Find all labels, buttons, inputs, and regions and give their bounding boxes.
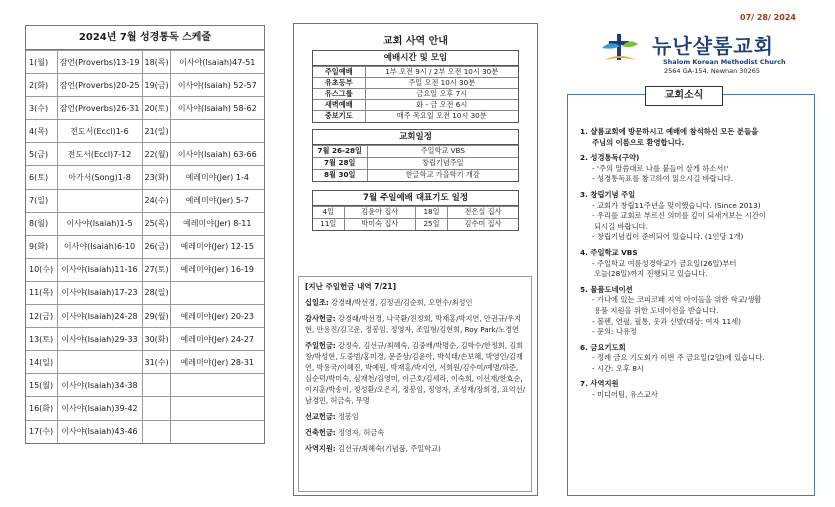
- news-line: - 창립기념컵이 준비되어 있습니다. (1인당 1개): [592, 232, 744, 242]
- prayer-person: 김수미 집사: [448, 218, 518, 230]
- schedule-day: 24(수): [142, 189, 170, 212]
- news-heading: 6. 금요기도회: [580, 342, 626, 352]
- event-date: 8월 30일: [313, 169, 367, 181]
- prayer-schedule-title: 7월 주일예배 대표기도 일정: [313, 191, 518, 206]
- news-line: 되시길 바랍니다.: [594, 221, 648, 231]
- schedule-day: 26(금): [142, 235, 170, 258]
- offering-names: 김선규/최혜숙(기념품, 주일학교): [337, 444, 441, 453]
- news-line: - 주일학교 여름성경학교가 금요일(26일)부터: [592, 258, 737, 268]
- schedule-reading: 예레미야(Jer) 24-27: [170, 328, 264, 351]
- schedule-reading: 잠언(Proverbs)26-31: [57, 97, 142, 120]
- schedule-reading: 이사야(Isaiah)6-10: [57, 235, 142, 258]
- event-date: 7월 26-28일: [313, 145, 367, 157]
- worship-times-box: [312, 50, 519, 123]
- schedule-reading: 이사야(Isaiah)24-28: [57, 305, 142, 328]
- worship-time: 화 - 금 오전 6시: [365, 100, 518, 111]
- worship-name: 중보기도: [313, 111, 365, 122]
- offering-names: 강정숙, 김선규/최혜숙, 김중배/박명순, 김학수/한정희, 김희창/박성현, 도중범/홍미경, 문준상/김윤아, 박석태/손보혜, 박영인/김재연, 박용국/이혜진, 박예원, 박재홍/박지연, 서희원/김수미/예명/하준, 심순덕/박미숙, 심재천/김영미, 이근호/김세라, 이숙희, 이선재/한효순, 이지훈/박송이, 정성환/오은지, 정봉임, 정영자, 조성재/장희경, 표억선/남경민, 허금숙, 무명: [305, 341, 526, 405]
- event-date: 7월 28일: [313, 157, 367, 169]
- schedule-reading: 이사야(Isaiah)39-42: [57, 397, 142, 420]
- schedule-row: [26, 97, 264, 120]
- schedule-reading: [170, 397, 264, 420]
- schedule-reading: 이사야(Isaiah)29-33: [57, 328, 142, 351]
- schedule-row: [26, 212, 264, 235]
- schedule-reading: 예레미야(Jer) 16-19: [170, 258, 264, 281]
- news-line: - 정례 금요 기도회가 이번 주 금요일(2일)에 있습니다.: [592, 353, 765, 363]
- church-ministry-panel: [293, 23, 538, 496]
- worship-times-title: 예배시간 및 모임: [313, 51, 518, 66]
- schedule-row: [26, 305, 264, 328]
- worship-name: 주일예배: [313, 67, 365, 78]
- event-row: [313, 169, 518, 181]
- schedule-day: 14(일): [26, 351, 57, 374]
- schedule-reading: 이사야(Isaiah) 63-66: [170, 143, 264, 166]
- schedule-day: 5(금): [26, 143, 57, 166]
- news-heading: 3. 창립기념 주일: [580, 189, 636, 199]
- prayer-row: [313, 207, 518, 219]
- schedule-day: 27(토): [142, 258, 170, 281]
- offering-names: 정봉임: [337, 412, 359, 421]
- schedule-day: 28(일): [142, 281, 170, 304]
- news-line: 주님의 이름으로 환영합니다.: [592, 137, 685, 147]
- schedule-reading: 이사야(Isaiah)43-46: [57, 420, 142, 443]
- news-line: - 교회가 창립11주년을 맞이했습니다. (Since 2013): [592, 200, 761, 210]
- offering-label: 사역지원:: [305, 444, 336, 453]
- offering-label: 감사헌금:: [305, 314, 336, 323]
- schedule-day: [142, 374, 170, 397]
- schedule-day: [142, 420, 170, 443]
- schedule-day: 12(금): [26, 305, 57, 328]
- offering-names: 정영자, 허금숙: [337, 428, 385, 437]
- church-news-panel: [567, 94, 815, 496]
- schedule-day: 25(목): [142, 212, 170, 235]
- schedule-reading: 이사야(Isaiah)11-16: [57, 258, 142, 281]
- news-line: - 미디어팀, 유스교사: [592, 390, 658, 400]
- schedule-row: [26, 143, 264, 166]
- schedule-reading: 예레미야(Jer) 8-11: [170, 212, 264, 235]
- schedule-reading: 예레미야(Jer) 12-15: [170, 235, 264, 258]
- schedule-row: [26, 258, 264, 281]
- offering-group: [305, 297, 525, 308]
- offering-label: 선교헌금:: [305, 412, 336, 421]
- schedule-day: 4(목): [26, 120, 57, 143]
- worship-row: [313, 100, 518, 111]
- offering-group: [305, 313, 525, 335]
- schedule-reading: 잠언(Proverbs)13-19: [57, 51, 142, 74]
- schedule-reading: [57, 189, 142, 212]
- schedule-row: [26, 166, 264, 189]
- worship-time: 1부 오전 9시 / 2부 오전 10시 30분: [365, 67, 518, 78]
- event-row: [313, 157, 518, 169]
- offering-names: 강경래/박선경, 김정권/김순희, 오면수/최성인: [331, 298, 473, 307]
- schedule-reading: 예레미야(Jer) 28-31: [170, 351, 264, 374]
- bulletin-date: 07/ 28/ 2024: [740, 13, 796, 22]
- news-line: - '주의 말씀대로 나를 붙들어 살게 하소서!': [592, 163, 729, 173]
- schedule-row: [26, 420, 264, 443]
- worship-row: [313, 89, 518, 100]
- schedule-row: [26, 74, 264, 97]
- schedule-reading: [170, 120, 264, 143]
- schedule-day: 19(금): [142, 74, 170, 97]
- schedule-reading: 잠언(Proverbs)20-25: [57, 74, 142, 97]
- schedule-reading: 전도서(Eccl)1-6: [57, 120, 142, 143]
- schedule-reading: 이사야(Isaiah)17-23: [57, 281, 142, 304]
- schedule-reading: 이사야(Isaiah)47-51: [170, 51, 264, 74]
- news-heading: 1. 샬롬교회에 방문하시고 예배에 참석하신 모든 분들을: [580, 127, 759, 136]
- worship-name: 유스그룹: [313, 89, 365, 100]
- worship-row: [313, 78, 518, 89]
- event-name: 창립기념주일: [367, 157, 518, 169]
- offering-label: 건축헌금:: [305, 428, 336, 437]
- offering-label: 주일헌금:: [305, 341, 336, 350]
- schedule-day: 1(월): [26, 51, 57, 74]
- schedule-reading: 예레미야(Jer) 20-23: [170, 305, 264, 328]
- worship-row: [313, 67, 518, 78]
- schedule-day: 30(화): [142, 328, 170, 351]
- worship-time: 주일 오전 10시 30분: [365, 78, 518, 89]
- event-row: [313, 145, 518, 157]
- schedule-title: 2024년 7월 성경통독 스케줄: [26, 26, 264, 50]
- schedule-day: 6(토): [26, 166, 57, 189]
- prayer-row: [313, 218, 518, 230]
- schedule-day: 17(수): [26, 420, 57, 443]
- offering-group: [305, 427, 525, 438]
- prayer-person: 박미숙 집사: [344, 218, 415, 230]
- offering-group: [305, 411, 525, 422]
- offering-group: [305, 340, 525, 406]
- schedule-day: 22(월): [142, 143, 170, 166]
- schedule-reading: 이사야(Isaiah)1-5: [57, 212, 142, 235]
- news-line: - 성경통독표를 참고하여 읽으시길 바랍니다.: [592, 174, 734, 184]
- offering-group: [305, 443, 525, 454]
- schedule-row: [26, 51, 264, 74]
- news-heading: 7. 사역지원: [580, 379, 619, 389]
- schedule-day: 31(수): [142, 351, 170, 374]
- prayer-date: 11일: [313, 218, 344, 230]
- schedule-day: 13(토): [26, 328, 57, 351]
- prayer-date: 4일: [313, 207, 344, 219]
- schedule-day: 8(월): [26, 212, 57, 235]
- schedule-reading: 이사야(Isaiah) 58-62: [170, 97, 264, 120]
- event-name: 한글학교 가을학기 개강: [367, 169, 518, 181]
- schedule-reading: [170, 281, 264, 304]
- offering-list: [298, 276, 532, 492]
- worship-time: 매주 목요일 오전 10시 30분: [365, 111, 518, 122]
- church-name-english: Shalom Korean Methodist Church: [663, 58, 786, 66]
- event-name: 주일학교 VBS: [367, 145, 518, 157]
- news-heading: 4. 주일학교 VBS: [580, 247, 638, 257]
- news-line: 용품 지원을 위한 도네이션을 받습니다.: [594, 305, 719, 315]
- prayer-date: 25일: [415, 218, 447, 230]
- schedule-reading: 이사야(Isaiah)34-38: [57, 374, 142, 397]
- schedule-day: [142, 397, 170, 420]
- schedule-day: 2(화): [26, 74, 57, 97]
- schedule-row: [26, 374, 264, 397]
- prayer-date: 18일: [415, 207, 447, 219]
- prayer-person: 전은실 집사: [448, 207, 518, 219]
- prayer-schedule-box: [312, 190, 519, 231]
- news-line: - 시간: 오후 8시: [592, 363, 644, 373]
- schedule-day: 7(일): [26, 189, 57, 212]
- schedule-row: [26, 189, 264, 212]
- offering-title: [지난 주일헌금 내역 7/21]: [305, 282, 397, 291]
- news-line: 오늘(28일)까지 진행되고 있습니다.: [594, 269, 708, 279]
- schedule-day: 21(일): [142, 120, 170, 143]
- schedule-reading: [170, 420, 264, 443]
- worship-name: 유초등부: [313, 78, 365, 89]
- schedule-table: [26, 50, 264, 443]
- schedule-day: 15(월): [26, 374, 57, 397]
- schedule-row: [26, 120, 264, 143]
- schedule-day: 3(수): [26, 97, 57, 120]
- schedule-row: [26, 328, 264, 351]
- prayer-person: 김윤아 집사: [344, 207, 415, 219]
- news-heading: 5. 물품도네이션: [580, 284, 633, 294]
- schedule-day: 18(목): [142, 51, 170, 74]
- church-events-box: [312, 129, 519, 183]
- news-line: - 볼펜, 연필, 필통, 옷과 신발(대상: 여자 11세): [592, 316, 741, 326]
- news-title: 교회소식: [645, 86, 723, 106]
- church-events-title: 교회일정: [313, 130, 518, 145]
- news-line: - 우리를 교회로 부르신 의미를 깊이 되새겨보는 시간이: [592, 211, 766, 221]
- worship-name: 새벽예배: [313, 100, 365, 111]
- worship-time: 금요일 오후 7시: [365, 89, 518, 100]
- worship-row: [313, 111, 518, 122]
- bible-reading-schedule: [25, 25, 265, 444]
- schedule-reading: 예레미야(Jer) 5-7: [170, 189, 264, 212]
- schedule-day: 29(월): [142, 305, 170, 328]
- schedule-day: 20(토): [142, 97, 170, 120]
- schedule-reading: 이사야(Isaiah) 52-57: [170, 74, 264, 97]
- schedule-day: 10(수): [26, 258, 57, 281]
- schedule-reading: 전도서(Eccl)7-12: [57, 143, 142, 166]
- ministry-title: 교회 사역 안내: [383, 36, 448, 47]
- schedule-day: 11(목): [26, 281, 57, 304]
- offering-names: 강경래/박선경, 나국환/진정희, 박재홍/박지연, 안권규/우지현, 안용진/김고운, 정봉임, 정영자, 조일형/김현희, Roy Park/노경연: [305, 314, 522, 334]
- news-line: - 가나에 있는 코피코페 지역 아이들을 위한 학교/생활: [592, 295, 762, 305]
- schedule-row: [26, 397, 264, 420]
- schedule-reading: [57, 351, 142, 374]
- schedule-reading: 아가서(Song)1-8: [57, 166, 142, 189]
- dove-cross-logo-icon: [600, 30, 640, 66]
- schedule-day: 16(화): [26, 397, 57, 420]
- schedule-reading: [170, 374, 264, 397]
- news-heading: 2. 성경통독(구약): [580, 153, 640, 163]
- church-address: 2564 GA-154, Newnan 30265: [664, 67, 760, 75]
- news-line: - 문의: 나유정: [592, 327, 637, 337]
- church-name: 뉴난샬롬교회: [652, 34, 774, 58]
- schedule-day: 23(화): [142, 166, 170, 189]
- schedule-row: [26, 351, 264, 374]
- schedule-reading: 예레미야(Jer) 1-4: [170, 166, 264, 189]
- schedule-row: [26, 281, 264, 304]
- offering-label: 십일조:: [305, 298, 329, 307]
- schedule-row: [26, 235, 264, 258]
- schedule-day: 9(화): [26, 235, 57, 258]
